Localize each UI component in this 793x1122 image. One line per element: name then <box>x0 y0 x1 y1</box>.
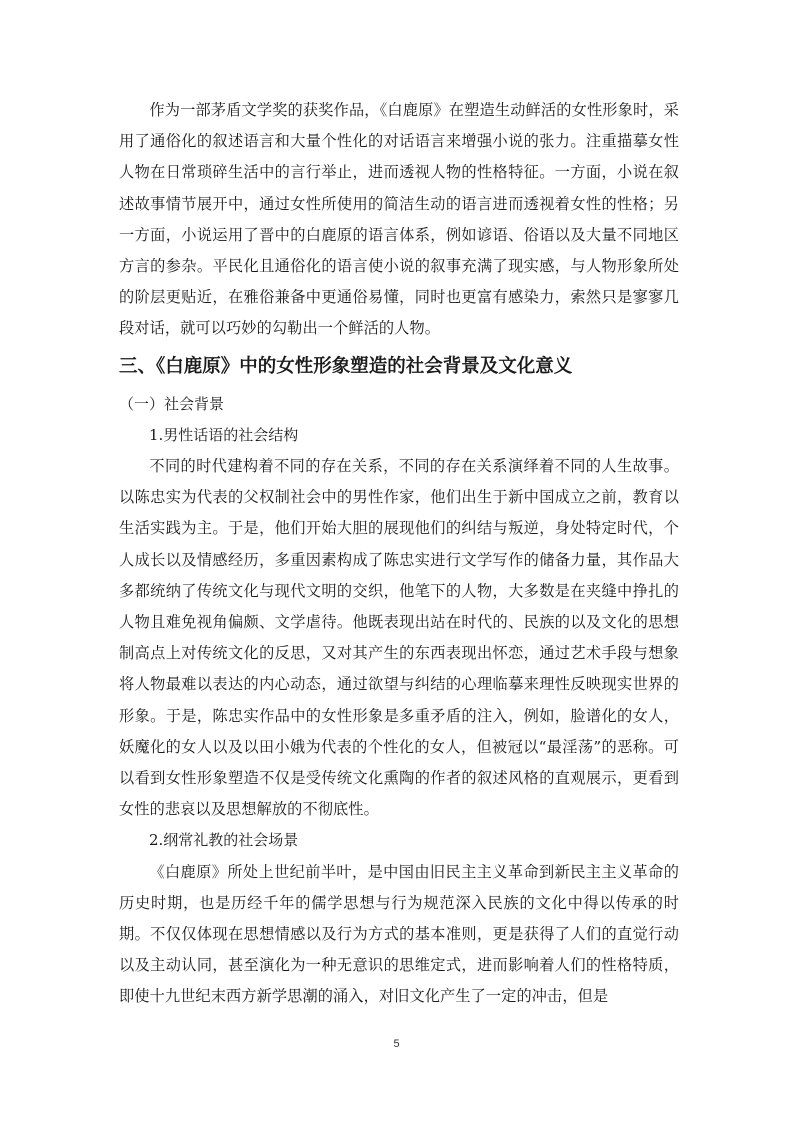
paragraph-male-discourse: 不同的时代建构着不同的存在关系，不同的存在关系演绎着不同的人生故事。以陈忠实为代表的父权制社会中的男性作家，他们出生于新中国成立之前，教育以生活实践为主。于是，他们开始大胆的展现他们的纠结与叛逆，身处特定时代，个人成长以及情感经历，多重因素构成了陈忠实进行文学写作的储备力量，其作品大多都统纳了传统文化与现代文明的交织，他笔下的人物，大多数是在夹缝中挣扎的人物且难免视角偏颇、文学虐待。他既表现出站在时代的、民族的以及文化的思想制高点上对传统文化的反思，又对其产生的东西表现出怀恋，通过艺术手段与想象将人物最难以表达的内心动态，通过欲望与纠结的心理临摹来理性反映现实世界的形象。于是，陈忠实作品中的女性形象是多重矛盾的注入，例如，脸谱化的女人，妖魔化的女人以及以田小娥为代表的个性化的女人，但被冠以“最淫荡”的恶称。可以看到女性形象塑造不仅是受传统文化熏陶的作者的叙述风格的直观展示，更看到女性的悲哀以及思想解放的不彻底性。 <box>119 457 679 819</box>
paragraph-ethics-scene: 《白鹿原》所处上世纪前半叶，是中国由旧民主主义革命到新民主主义革命的历史时期，也是历经千年的儒学思想与行为规范深入民族的文化中得以传承的时期。不仅仅体现在思想情感以及行为方式的基本准则，更是获得了人们的直觉行动以及主动认同，甚至演化为一种无意识的思维定式，进而影响着人们的性格特质，即使十九世纪末西方新学思潮的涌入，对旧文化产生了一定的冲击，但是 <box>119 862 679 1006</box>
page-number: 5 <box>393 1038 400 1050</box>
subsection-heading: （一）社会背景 <box>119 394 225 413</box>
page-content <box>119 95 679 1013</box>
subsubsection-heading-2: 2.纲常礼教的社会场景 <box>149 831 299 850</box>
subsubsection-heading-1: 1.男性话语的社会结构 <box>149 425 299 444</box>
paragraph-intro: 作为一部茅盾文学奖的获奖作品，《白鹿原》在塑造生动鲜活的女性形象时，采用了通俗化的叙述语言和大量个性化的对话语言来增强小说的张力。注重描摹女性人物在日常琐碎生活中的言行举止，进而透视人物的性格特征。一方面，小说在叙述故事情节展开中，通过女性所使用的简洁生动的语言进而透视着女性的性格；另一方面，小说运用了晋中的白鹿原的语言体系，例如谚语、俗语以及大量不同地区方言的参杂。平民化且通俗化的语言使小说的叙事充满了现实感，与人物形象所处的阶层更贴近，在雅俗兼备中更通俗易懂，同时也更富有感染力，索然只是寥寥几段对话，就可以巧妙的勾勒出一个鲜活的人物。 <box>119 101 679 338</box>
section-heading: 三、《白鹿原》中的女性形象塑造的社会背景及文化意义 <box>119 355 573 377</box>
